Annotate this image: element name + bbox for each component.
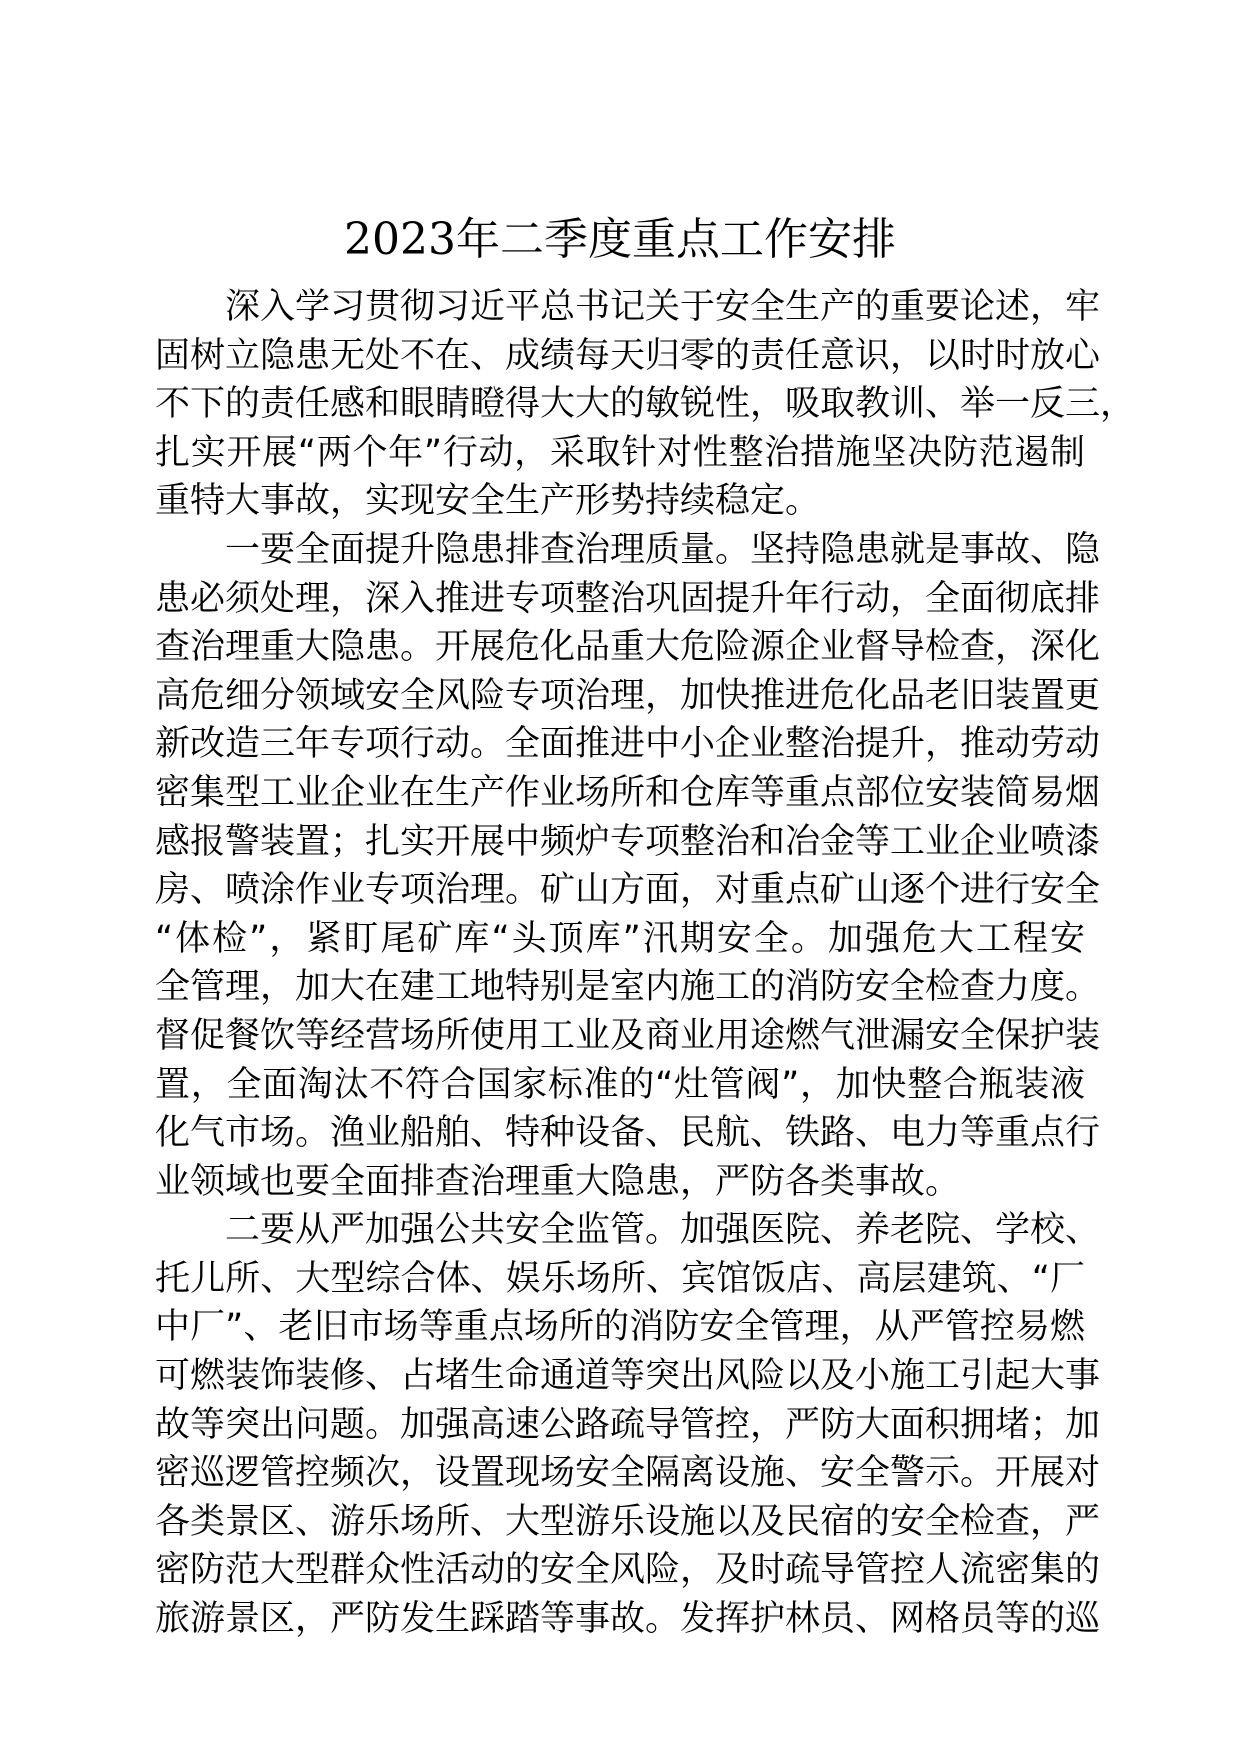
paragraph-line: 查治理重大隐患。开展危化品重大危险源企业督导检查，深化: [155, 627, 1101, 668]
document-body: [155, 283, 1136, 1644]
paragraph-line: 高危细分领域安全风险专项治理，加快推进危化品老旧装置更: [155, 675, 1101, 716]
paragraph-1: [155, 283, 1136, 526]
paragraph-line: 固树立隐患无处不在、成绩每天归零的责任意识，以时时放心: [155, 335, 1101, 376]
paragraph-line: 感报警装置；扎实开展中频炉专项整治和冶金等工业企业喷漆: [155, 821, 1101, 862]
paragraph-line: 置，全面淘汰不符合国家标准的“灶管阀”，加快整合瓶装液: [155, 1064, 1085, 1105]
paragraph-line: 业领域也要全面排查治理重大隐患，严防各类事故。: [155, 1161, 961, 1202]
paragraph-line: “体检”，紧盯尾矿库“头顶库”汛期安全。加强危大工程安: [155, 918, 1085, 959]
document-title: 2023年二季度重点工作安排: [344, 214, 896, 265]
paragraph-2: [155, 526, 1101, 1206]
paragraph-line: 密巡逻管控频次，设置现场安全隔离设施、安全警示。开展对: [155, 1453, 1101, 1494]
paragraph-line: 房、喷涂作业专项治理。矿山方面，对重点矿山逐个进行安全: [155, 870, 1101, 911]
paragraph-3: [155, 1206, 1101, 1643]
paragraph-line: 密集型工业企业在生产作业场所和仓库等重点部位安装简易烟: [155, 772, 1101, 813]
paragraph-line: 深入学习贯彻习近平总书记关于安全生产的重要论述，牢: [225, 287, 1101, 327]
paragraph-line: 中厂”、老旧市场等重点场所的消防安全管理，从严管控易燃: [155, 1307, 1085, 1348]
paragraph-line: 患必须处理，深入推进专项整治巩固提升年行动，全面彻底排: [155, 578, 1101, 619]
paragraph-line: 重特大事故，实现安全生产形势持续稳定。: [155, 481, 821, 522]
paragraph-line: 可燃装饰装修、占堵生命通道等突出风险以及小施工引起大事: [155, 1356, 1101, 1397]
paragraph-line: 扎实开展“两个年”行动，采取针对性整治措施坚决防范遏制: [155, 432, 1085, 473]
paragraph-line: 不下的责任感和眼睛瞪得大大的敏锐性，吸取教训、举一反三，: [155, 384, 1136, 425]
paragraph-line: 全管理，加大在建工地特别是室内施工的消防安全检查力度。: [155, 967, 1101, 1008]
paragraph-line: 督促餐饮等经营场所使用工业及商业用途燃气泄漏安全保护装: [155, 1015, 1101, 1056]
paragraph-line: 新改造三年专项行动。全面推进中小企业整治提升，推动劳动: [155, 724, 1101, 765]
paragraph-line: 故等突出问题。加强高速公路疏导管控，严防大面积拥堵；加: [155, 1404, 1101, 1445]
paragraph-line: 化气市场。渔业船舶、特种设备、民航、铁路、电力等重点行: [155, 1113, 1101, 1154]
paragraph-line: 旅游景区，严防发生踩踏等事故。发挥护林员、网格员等的巡: [155, 1599, 1101, 1640]
paragraph-line: 二要从严加强公共安全监管。加强医院、养老院、学校、: [225, 1210, 1101, 1251]
paragraph-line: 密防范大型群众性活动的安全风险，及时疏导管控人流密集的: [155, 1550, 1101, 1591]
paragraph-line: 一要全面提升隐患排查治理质量。坚持隐患就是事故、隐: [225, 529, 1101, 570]
paragraph-line: 各类景区、游乐场所、大型游乐设施以及民宿的安全检查，严: [155, 1501, 1101, 1542]
paragraph-line: 托儿所、大型综合体、娱乐场所、宾馆饭店、高层建筑、“厂: [155, 1258, 1085, 1299]
